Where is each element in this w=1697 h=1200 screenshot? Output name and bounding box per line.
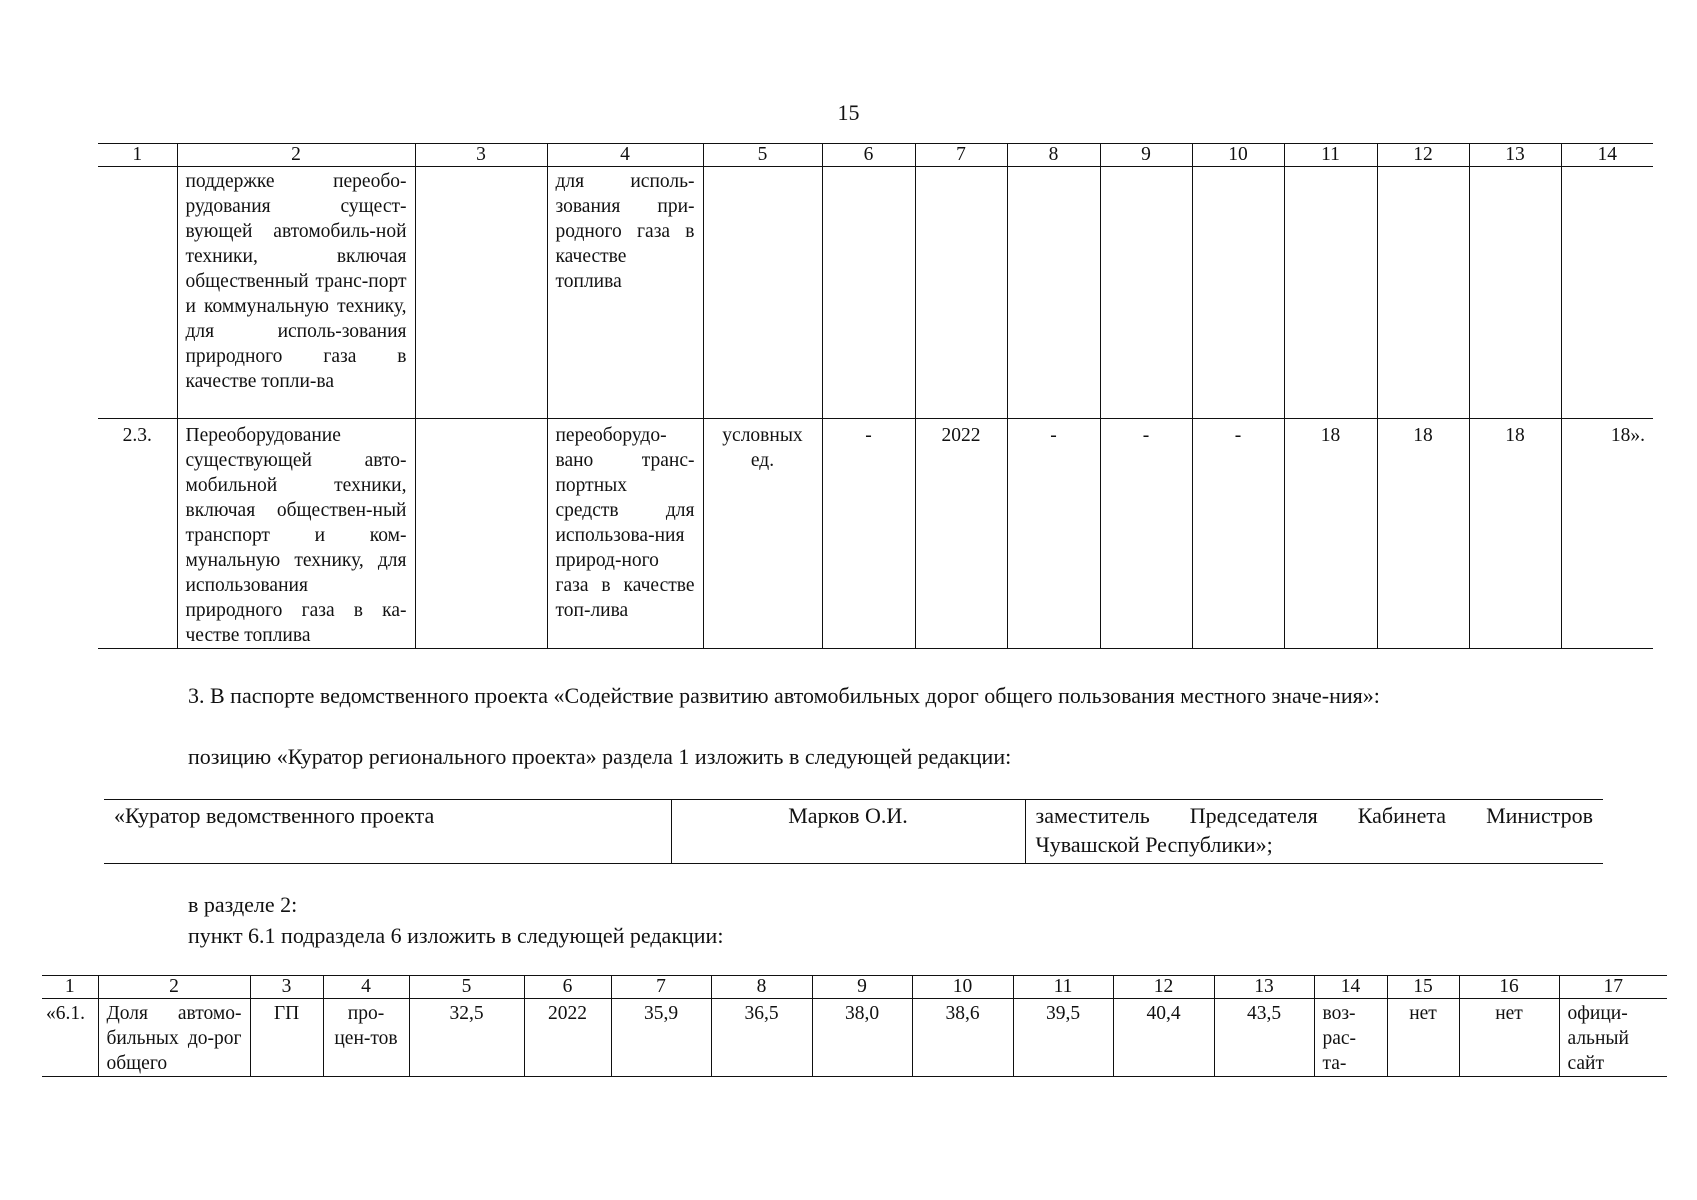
table-cell: 43,5 — [1214, 999, 1314, 1077]
table-cell — [822, 167, 915, 419]
column-number: 6 — [524, 976, 611, 999]
table-cell: 2022 — [915, 419, 1007, 649]
column-number: 13 — [1469, 144, 1561, 167]
column-number: 16 — [1459, 976, 1559, 999]
column-number: 5 — [409, 976, 524, 999]
indicator-table-6-1 — [42, 975, 1667, 1077]
table-cell: 18». — [1561, 419, 1653, 649]
column-number: 12 — [1377, 144, 1469, 167]
row-number: 2.3. — [98, 419, 177, 649]
table-cell: - — [1192, 419, 1284, 649]
table-header-row — [98, 144, 1653, 167]
table-row — [98, 419, 1653, 649]
row-number: «6.1. — [42, 999, 98, 1077]
table-cell: 2022 — [524, 999, 611, 1077]
table-cell — [1192, 167, 1284, 419]
table-cell: - — [1100, 419, 1192, 649]
table-cell: 35,9 — [611, 999, 711, 1077]
column-number: 4 — [323, 976, 409, 999]
paragraph-curator-position: позицию «Куратор регионального проекта» раздела 1 изложить в следующей редакции: — [188, 744, 1012, 769]
column-number: 17 — [1559, 976, 1667, 999]
table-cell — [415, 419, 547, 649]
table-row — [104, 800, 1603, 864]
column-number: 2 — [177, 144, 415, 167]
table-cell: Переоборудование существующей авто-мобильной техники, включая обществен-ный транспорт и ком-мунальную технику, для использования природного газа в ка-честве топлива — [177, 419, 415, 649]
column-number: 3 — [415, 144, 547, 167]
column-number: 6 — [822, 144, 915, 167]
column-number: 11 — [1013, 976, 1113, 999]
table-cell — [98, 167, 177, 419]
curator-role: «Куратор ведомственного проекта — [104, 800, 671, 864]
indicators-table — [98, 143, 1653, 649]
table-cell: воз-рас-та- — [1314, 999, 1387, 1077]
table-cell: 18 — [1377, 419, 1469, 649]
table-cell — [1284, 167, 1377, 419]
column-number: 3 — [250, 976, 323, 999]
table-cell: нет — [1387, 999, 1459, 1077]
column-number: 13 — [1214, 976, 1314, 999]
column-number: 2 — [98, 976, 250, 999]
table-cell: 39,5 — [1013, 999, 1113, 1077]
column-number: 9 — [812, 976, 912, 999]
table-cell — [1469, 167, 1561, 419]
table-cell — [915, 167, 1007, 419]
table-cell — [1377, 167, 1469, 419]
table-cell — [1100, 167, 1192, 419]
table-cell: Доля автомо-бильных до-рог общего — [98, 999, 250, 1077]
column-number: 8 — [711, 976, 812, 999]
table-cell: 38,6 — [912, 999, 1013, 1077]
table-cell: - — [1007, 419, 1100, 649]
table-cell — [1007, 167, 1100, 419]
curator-name: Марков О.И. — [671, 800, 1025, 864]
column-number: 1 — [42, 976, 98, 999]
column-number: 7 — [611, 976, 711, 999]
column-number: 9 — [1100, 144, 1192, 167]
table-cell: офици-альный сайт — [1559, 999, 1667, 1077]
table-cell: для исполь-зования при-родного газа в качестве топлива — [547, 167, 703, 419]
table-cell: - — [822, 419, 915, 649]
column-number: 8 — [1007, 144, 1100, 167]
table-cell: переоборудо-вано транс-портных средств для использова-ния природ-ного газа в качестве топ-лива — [547, 419, 703, 649]
table-cell — [703, 167, 822, 419]
table-cell: 18 — [1469, 419, 1561, 649]
column-number: 4 — [547, 144, 703, 167]
column-number: 10 — [1192, 144, 1284, 167]
column-number: 14 — [1314, 976, 1387, 999]
page-number: 15 — [837, 100, 860, 125]
column-number: 7 — [915, 144, 1007, 167]
table-cell: условных ед. — [703, 419, 822, 649]
table-cell: 18 — [1284, 419, 1377, 649]
column-number: 15 — [1387, 976, 1459, 999]
column-number: 12 — [1113, 976, 1214, 999]
column-number: 11 — [1284, 144, 1377, 167]
table-cell: ГП — [250, 999, 323, 1077]
table-header-row — [42, 976, 1667, 999]
table-cell: 40,4 — [1113, 999, 1214, 1077]
paragraph-item-6-1: пункт 6.1 подраздела 6 изложить в следующей редакции: — [188, 923, 724, 948]
table-cell — [415, 167, 547, 419]
table-cell: 38,0 — [812, 999, 912, 1077]
paragraph-section-2: в разделе 2: — [188, 892, 298, 917]
column-number: 10 — [912, 976, 1013, 999]
table-cell: поддержке переобо-рудования сущест-вующей автомобиль-ной техники, включая общественный транс-порт и коммунальную технику, для исполь-зования природного газа в качестве топли-ва — [177, 167, 415, 419]
table-cell: 36,5 — [711, 999, 812, 1077]
column-number: 14 — [1561, 144, 1653, 167]
curator-position: заместитель Председателя Кабинета Министров Чувашской Республики»; — [1025, 800, 1603, 864]
table-cell — [1561, 167, 1653, 419]
column-number: 1 — [98, 144, 177, 167]
table-cell: 32,5 — [409, 999, 524, 1077]
paragraph-project-passport: 3. В паспорте ведомственного проекта «Содействие развитию автомобильных дорог общего пользования местного значе-ния»: — [188, 683, 1380, 708]
table-row — [98, 167, 1653, 419]
table-cell: про-цен-тов — [323, 999, 409, 1077]
table-row — [42, 999, 1667, 1077]
table-cell: нет — [1459, 999, 1559, 1077]
column-number: 5 — [703, 144, 822, 167]
curator-table — [104, 799, 1603, 864]
